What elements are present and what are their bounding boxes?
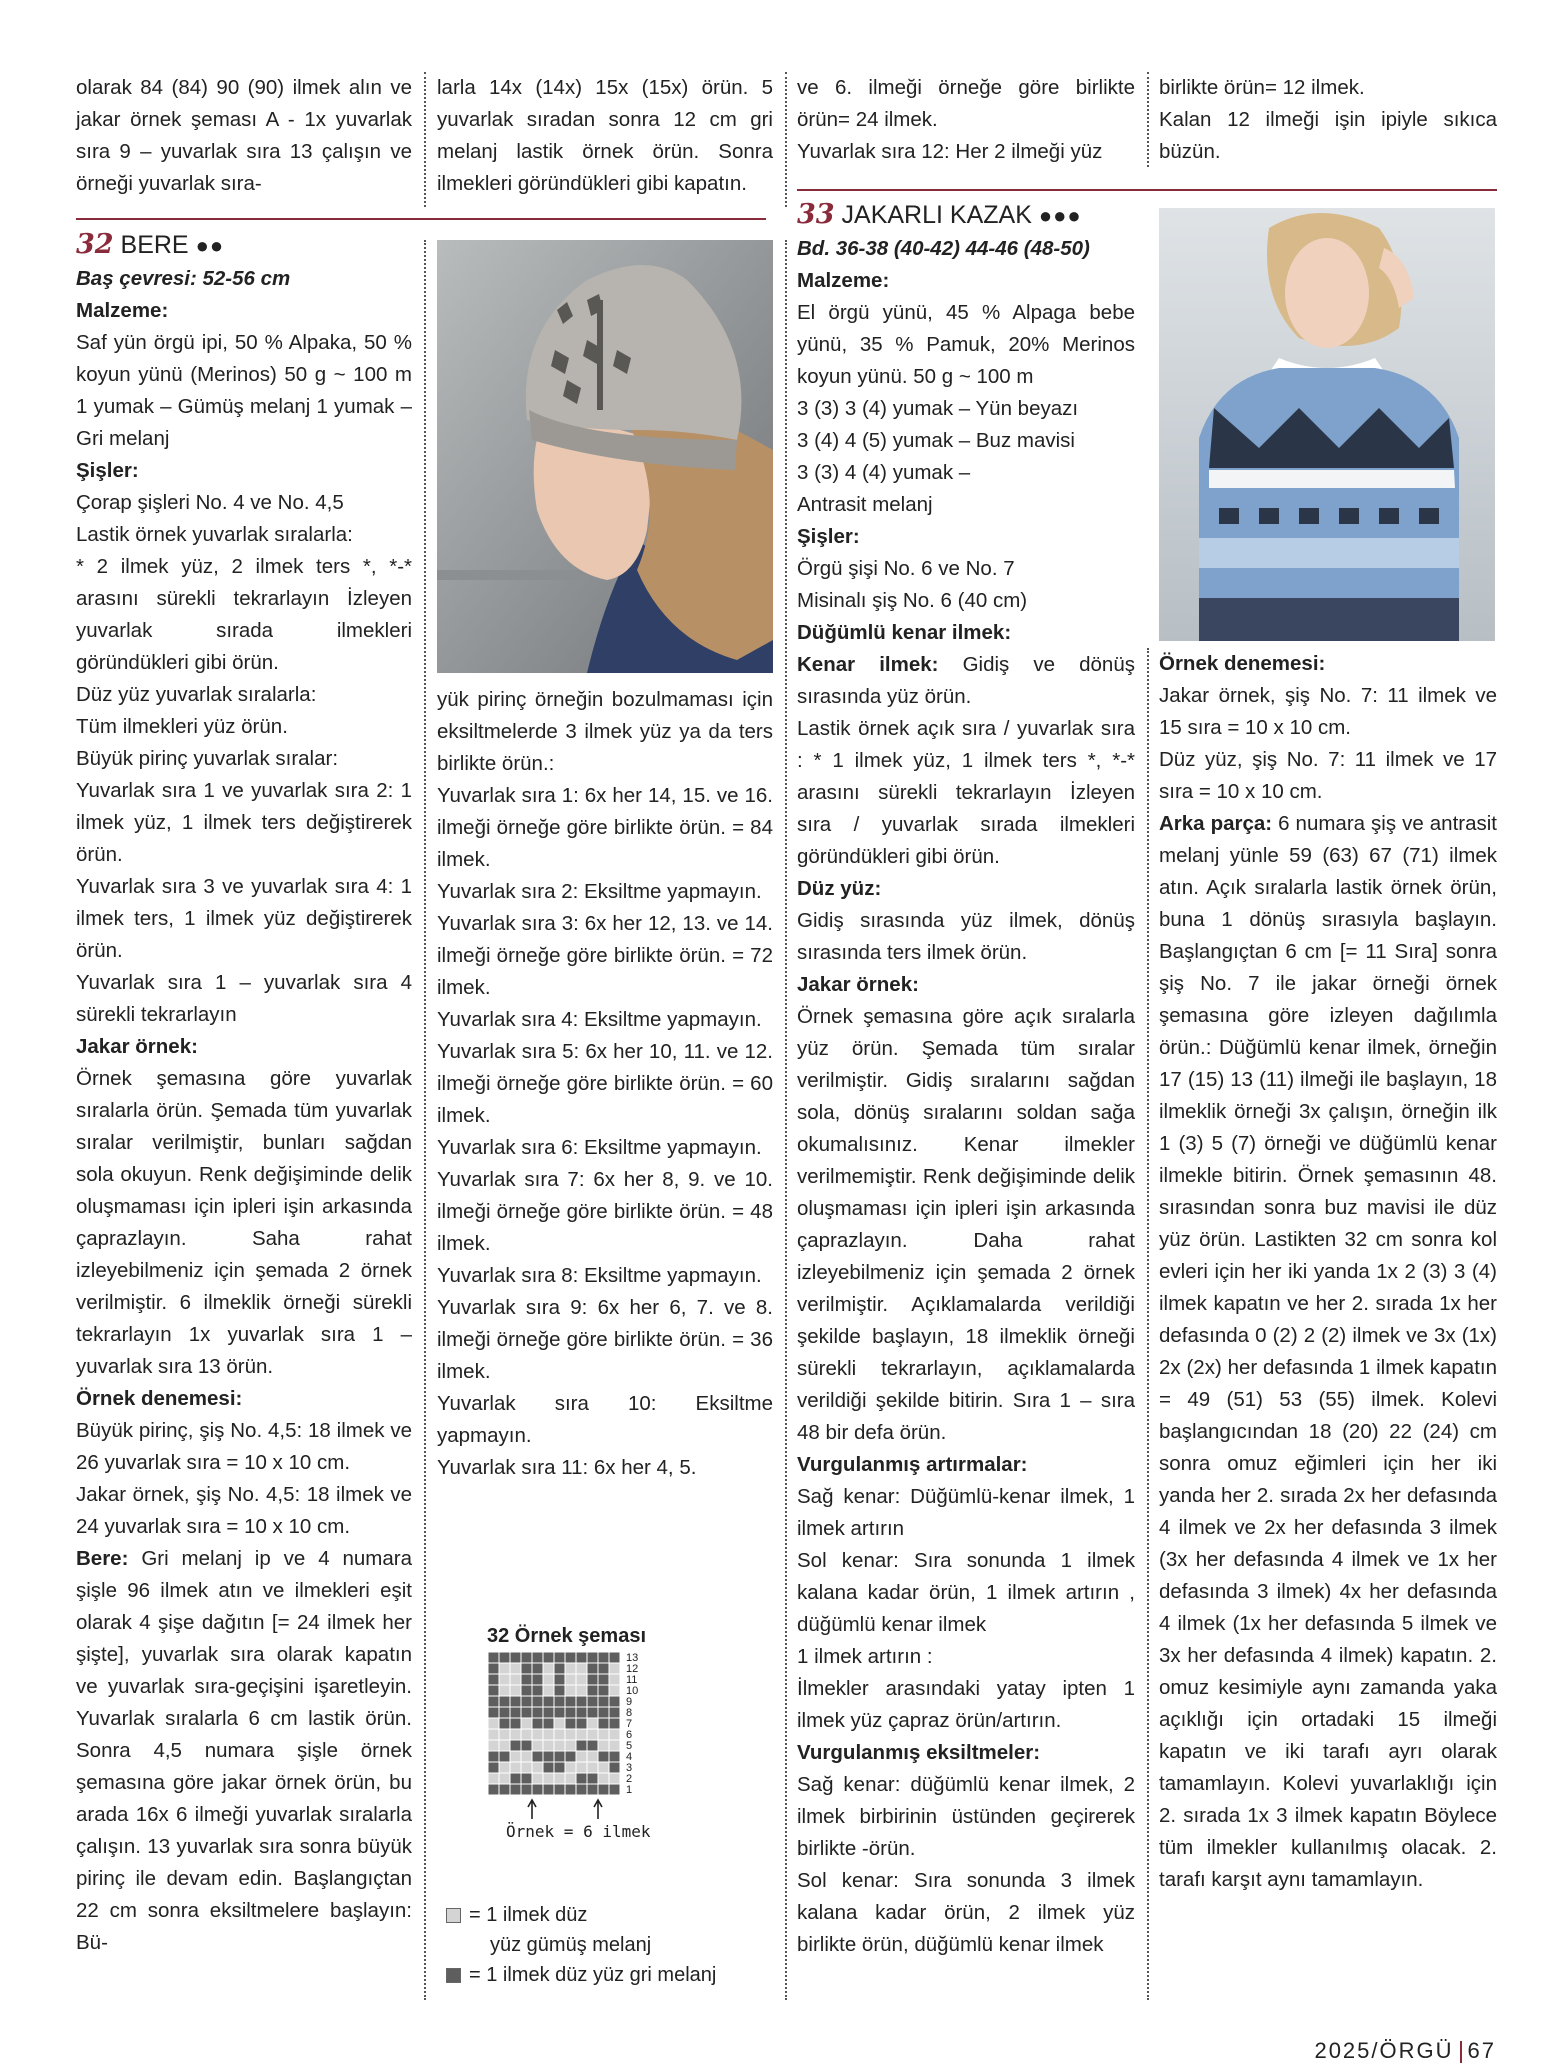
chart-cell xyxy=(499,1674,510,1685)
chart-cell xyxy=(521,1674,532,1685)
legend-light-cont xyxy=(446,1930,716,1960)
legend-dark-text: = 1 ilmek düz yüz gri melanj xyxy=(469,1964,717,1986)
col2-decreases xyxy=(437,684,773,1484)
chart-cell xyxy=(499,1685,510,1696)
chart-row-number: 4 xyxy=(626,1751,633,1763)
chart-cell xyxy=(532,1674,543,1685)
chart-cell xyxy=(488,1751,499,1762)
chart-cell xyxy=(565,1751,576,1762)
chart-cell xyxy=(543,1663,554,1674)
chart-cell xyxy=(598,1652,609,1663)
chart-cell xyxy=(565,1718,576,1729)
chart-cell xyxy=(587,1729,598,1740)
chart-cell xyxy=(554,1674,565,1685)
paragraph: Yuvarlak sıra 3 ve yuvarlak sıra 4: 1 ilmek ters, 1 ilmek yüz değiştirerek örün. xyxy=(76,875,412,962)
chart-cell xyxy=(543,1762,554,1773)
label-jakar: Jakar örnek: xyxy=(797,973,919,996)
chart-row-number: 8 xyxy=(626,1707,633,1719)
chart-cell xyxy=(576,1762,587,1773)
chart-row-number: 3 xyxy=(626,1762,633,1774)
chart-cell xyxy=(499,1652,510,1663)
chart-cell xyxy=(587,1663,598,1674)
paragraph: 3 (3) 4 (4) yumak – xyxy=(797,461,971,484)
chart-cell xyxy=(598,1685,609,1696)
paragraph: ve 6. ilmeği örneğe göre birlikte örün= 24 ilmek. xyxy=(797,76,1135,131)
chart-cell xyxy=(499,1696,510,1707)
page-number: 67 xyxy=(1467,2038,1496,2063)
paragraph: Jakar örnek, şiş No. 4,5: 18 ilmek ve 24 yuvarlak sıra = 10 x 10 cm. xyxy=(76,1483,412,1538)
paragraph: Yuvarlak sıra 12: Her 2 ilmeği yüz xyxy=(797,140,1103,163)
chart-cell xyxy=(609,1751,620,1762)
chart-cell xyxy=(532,1729,543,1740)
chart-cell xyxy=(521,1784,532,1795)
chart-cell xyxy=(609,1762,620,1773)
chart-cell xyxy=(510,1663,521,1674)
chart-cell xyxy=(488,1718,499,1729)
legend-swatch-light xyxy=(446,1908,461,1923)
label-deneme: Örnek denemesi: xyxy=(1159,652,1326,675)
chart-cell xyxy=(510,1773,521,1784)
chart-cell xyxy=(488,1652,499,1663)
magazine-name: 2025/ÖRGÜ xyxy=(1314,2038,1454,2063)
chart-row-number: 10 xyxy=(626,1685,639,1697)
paragraph: Örgü şişi No. 6 ve No. 7 xyxy=(797,557,1015,580)
chart-cell xyxy=(576,1751,587,1762)
section-33 xyxy=(797,198,1135,1961)
paragraph: Antrasit melanj xyxy=(797,493,933,516)
chart-cell xyxy=(609,1707,620,1718)
chart-cell xyxy=(488,1663,499,1674)
chart-cell xyxy=(499,1762,510,1773)
chart-cell xyxy=(554,1652,565,1663)
label-sisler: Şişler: xyxy=(76,459,139,482)
chart-cell xyxy=(565,1707,576,1718)
chart-cell xyxy=(532,1652,543,1663)
column-separator xyxy=(785,72,787,207)
chart-cell xyxy=(598,1751,609,1762)
chart-cell xyxy=(543,1696,554,1707)
paragraph: Yuvarlak sıra 2: Eksiltme yapmayın. xyxy=(437,880,762,903)
hat-photo xyxy=(437,240,773,673)
paragraph: Misinalı şiş No. 6 (40 cm) xyxy=(797,589,1028,612)
chart-legend xyxy=(446,1900,716,1990)
chart-cell xyxy=(499,1729,510,1740)
chart-cell xyxy=(532,1740,543,1751)
paragraph: 3 (4) 4 (5) yumak – Buz mavisi xyxy=(797,429,1075,452)
chart-cell xyxy=(598,1696,609,1707)
legend-light xyxy=(446,1900,716,1930)
paragraph: Yuvarlak sıra 10: Eksiltme yapmayın. xyxy=(437,1392,773,1447)
chart-cell xyxy=(521,1652,532,1663)
paragraph: yük pirinç örneğin bozulmaması için eksiltmelerde 3 ilmek yüz ya da ters birlikte örün.: xyxy=(437,688,773,775)
paragraph: Lastik örnek açık sıra / yuvarlak sıra : * 1 ilmek yüz, 1 ilmek ters *, *-* arasını sürekli tekrarlayın İzleyen sıra / yuvarlak sırada ilmekleri göründükleri gibi örün. xyxy=(797,717,1135,868)
chart-cell xyxy=(521,1685,532,1696)
chart-cell xyxy=(532,1685,543,1696)
paragraph: Sağ kenar: Düğümlü-kenar ilmek, 1 ilmek artırın xyxy=(797,1485,1135,1540)
paragraph xyxy=(76,1543,412,1959)
chart-cell xyxy=(543,1674,554,1685)
chart-cell xyxy=(488,1696,499,1707)
size-line: Bd. 36-38 (40-42) 44-46 (48-50) xyxy=(797,237,1090,260)
chart-cell xyxy=(510,1718,521,1729)
column-separator xyxy=(1147,648,1149,2000)
chart-cell xyxy=(587,1740,598,1751)
chart-row-number: 11 xyxy=(626,1674,638,1686)
chart-cell xyxy=(565,1652,576,1663)
chart-row-number: 6 xyxy=(626,1729,633,1741)
chart-cell xyxy=(554,1729,565,1740)
column-separator xyxy=(424,72,426,207)
difficulty-dots: ●●● xyxy=(1038,203,1082,228)
chart-cell xyxy=(499,1740,510,1751)
chart-cell xyxy=(609,1773,620,1784)
section-number: 33 xyxy=(797,199,835,230)
chart-cell xyxy=(587,1773,598,1784)
paragraph: Yuvarlak sıra 6: Eksiltme yapmayın. xyxy=(437,1136,762,1159)
chart-cell xyxy=(488,1707,499,1718)
chart-cell xyxy=(576,1718,587,1729)
chart-row-number: 9 xyxy=(626,1696,633,1708)
chart-cell xyxy=(587,1751,598,1762)
paragraph: Düz yüz yuvarlak sıralarla: xyxy=(76,683,317,706)
section-divider xyxy=(797,189,1497,191)
chart-cell xyxy=(598,1674,609,1685)
chart-row-number: 5 xyxy=(626,1740,633,1752)
chart-cell xyxy=(510,1762,521,1773)
footer-divider xyxy=(1460,2041,1462,2063)
paragraph: Yuvarlak sıra 1 ve yuvarlak sıra 2: 1 ilmek yüz, 1 ilmek ters değiştirerek örün. xyxy=(76,779,412,866)
column-separator xyxy=(1147,72,1149,167)
chart-cell xyxy=(587,1707,598,1718)
chart-cell xyxy=(554,1773,565,1784)
chart-cell xyxy=(565,1740,576,1751)
chart-cell xyxy=(609,1663,620,1674)
chart-cell xyxy=(488,1740,499,1751)
section-title: BERE xyxy=(120,231,189,259)
chart-cell xyxy=(565,1784,576,1795)
chart-cell xyxy=(543,1751,554,1762)
legend-swatch-dark xyxy=(446,1968,461,1983)
section-divider xyxy=(76,218,766,220)
chart-cell xyxy=(499,1751,510,1762)
difficulty-dots: ●● xyxy=(195,233,225,258)
chart-cell xyxy=(499,1718,510,1729)
paragraph: Tüm ilmekleri yüz örün. xyxy=(76,715,288,738)
chart-row-number: 2 xyxy=(626,1773,633,1785)
chart-cell xyxy=(510,1707,521,1718)
chart-cell xyxy=(576,1729,587,1740)
chart-cell xyxy=(587,1685,598,1696)
paragraph: Sol kenar: Sıra sonunda 1 ilmek kalana kadar örün, 1 ilmek artırın , düğümlü kenar ilmek xyxy=(797,1549,1135,1636)
chart-cell xyxy=(510,1685,521,1696)
chart-cell xyxy=(543,1729,554,1740)
label-arka: Arka parça: xyxy=(1159,812,1273,835)
chart-cell xyxy=(587,1762,598,1773)
chart-cell xyxy=(598,1707,609,1718)
chart-cell xyxy=(510,1696,521,1707)
chart-cell xyxy=(565,1674,576,1685)
chart-title: 32 Örnek şeması xyxy=(487,1625,646,1647)
chart-cell xyxy=(587,1718,598,1729)
chart-cell xyxy=(543,1652,554,1663)
legend-light-line2: yüz gümüş melanj xyxy=(490,1934,652,1956)
chart-cell xyxy=(598,1784,609,1795)
paragraph: Saf yün örgü ipi, 50 % Alpaka, 50 % koyun yünü (Merinos) 50 g ~ 100 m 1 yumak – Gümüş melanj 1 yumak – Gri melanj xyxy=(76,331,412,450)
chart-cell xyxy=(609,1674,620,1685)
chart-cell xyxy=(609,1696,620,1707)
col2-top xyxy=(437,72,773,200)
chart-cell xyxy=(510,1729,521,1740)
chart-cell xyxy=(488,1685,499,1696)
sweater-photo-illustration xyxy=(1159,208,1495,641)
chart-cell xyxy=(532,1696,543,1707)
hat-photo-illustration xyxy=(437,240,773,673)
chart-cell xyxy=(510,1784,521,1795)
paragraph: Sağ kenar: düğümlü kenar ilmek, 2 ilmek birbirinin üstünden geçirerek birlikte -örün. xyxy=(797,1773,1135,1860)
chart-cell xyxy=(598,1729,609,1740)
chart-cell xyxy=(576,1707,587,1718)
paragraph: Jakar örnek, şiş No. 7: 11 ilmek ve 15 sıra = 10 x 10 cm. xyxy=(1159,684,1497,739)
paragraph: Yuvarlak sıra 1 – yuvarlak sıra 4 sürekli tekrarlayın xyxy=(76,971,412,1026)
label-deneme: Örnek denemesi: xyxy=(76,1387,243,1410)
chart-cell xyxy=(587,1696,598,1707)
paragraph: Yuvarlak sıra 11: 6x her 4, 5. xyxy=(437,1456,697,1479)
repeat-arrow xyxy=(528,1800,536,1819)
paragraph: Büyük pirinç yuvarlak sıralar: xyxy=(76,747,339,770)
text: 6 numara şiş ve antrasit melanj yünle 59 (63) 67 (71) ilmek atın. Açık sıralarla lastik örnek örün, buna 1 dönüş sırasıyla başlayın. Başlangıçtan 6 cm [= 11 Sıra] sonra şiş No. 7 ile jakar örneği örnek şemasına göre izleyen dağılımla örün.: Düğümlü kenar ilmek, örneğin 17 (15) 13 (11) ilmeği ile başlayın, 18 ilmeklik örneği 3x çalışın, örneğin ilk 1 (3) 5 (7) örneği ve düğümlü kenar ilmekle bitirin. Örnek şemasının 48. sırasından sonra buz mavisi ile düz yüz örün. Lastikten 32 cm sonra kol evleri için her iki yanda 1x 2 (3) 3 (4) ilmek kapatın ve her 2. sırada 1x her defasında 0 (2) 2 (2) ilmek ve 3x (1x) 2x (2x) her defasında 1 ilmek kapatın = 49 (51) 53 (55) ilmek. Kolevi başlangıcından 18 (20) 22 (24) cm sonra omuz eğimleri için her iki yanda her 2. sırada 2x her defasında 4 ilmek ve 2x her defasında 3 ilmek (3x her defasında 4 ilmek ve 1x her defasında 3 ilmek) 4x her defasında 4 ilmek (1x her defasında 5 ilmek ve 3x her defasında 4 ilmek) kapatın. 2. omuz kesimiyle aynı zamanda yaka açıklığı için ortadaki 15 ilmeği kapatın ve iki tarafı ayrı olarak tamamlayın. Kolevi yuvarlaklığı için 2. sırada 1x 3 ilmek kapatın Böylece tüm ilmekler kullanılmış olacak. 2. tarafı karşıt aynı tamamlayın. xyxy=(1159,812,1497,1891)
section-heading xyxy=(76,228,412,263)
chart-cell xyxy=(609,1729,620,1740)
chart-cell xyxy=(565,1663,576,1674)
chart-cell xyxy=(598,1773,609,1784)
chart-cell xyxy=(521,1762,532,1773)
legend-light-line1: = 1 ilmek düz xyxy=(469,1904,588,1926)
label-malzeme: Malzeme: xyxy=(76,299,169,322)
chart-cell xyxy=(543,1784,554,1795)
chart-cell xyxy=(609,1740,620,1751)
paragraph: Lastik örnek yuvarlak sıralarla: xyxy=(76,523,353,546)
legend-dark xyxy=(446,1960,716,1990)
chart-cell xyxy=(565,1762,576,1773)
chart-cell xyxy=(532,1773,543,1784)
paragraph: Yuvarlak sıra 8: Eksiltme yapmayın. xyxy=(437,1264,762,1287)
chart-cell xyxy=(576,1663,587,1674)
section-number: 32 xyxy=(76,229,114,260)
chart-cell xyxy=(576,1773,587,1784)
chart-cell xyxy=(554,1663,565,1674)
chart-cell xyxy=(565,1773,576,1784)
chart-cell xyxy=(499,1773,510,1784)
label-duz: Düz yüz: xyxy=(797,877,882,900)
label-artirma: Vurgulanmış artırmalar: xyxy=(797,1453,1028,1476)
section-heading xyxy=(797,198,1135,233)
chart-cell xyxy=(521,1773,532,1784)
chart-cell xyxy=(499,1707,510,1718)
chart-cell xyxy=(510,1751,521,1762)
repeat-arrow xyxy=(594,1800,602,1819)
paragraph: Yuvarlak sıra 9: 6x her 6, 7. ve 8. ilmeği örneğe göre birlikte örün. = 36 ilmek. xyxy=(437,1296,773,1383)
chart-cell xyxy=(488,1674,499,1685)
label-dugumlu: Düğümlü kenar ilmek: xyxy=(797,621,1012,644)
text: Gri melanj ip ve 4 numara şişle 96 ilmek atın ve ilmekleri eşit olarak 4 şişe dağıtın [= 24 ilmek her şişte], yuvarlak sıra olarak kapatın ve yuvarlak sıra-geçişini işaretleyin. Yuvarlak sıralarla 6 cm lastik örün. Sonra 4,5 numara şişle örnek şemasına göre jakar örnek örün, bu arada 16x 6 ilmeği yuvarlak sıralarla çalışın. 13 yuvarlak sıra sonra büyük pirinç ile devam edin. Başlangıçtan 22 cm sonra eksiltmelere başlayın: Bü- xyxy=(76,1547,412,1954)
paragraph: El örgü yünü, 45 % Alpaga bebe yünü, 35 % Pamuk, 20% Merinos koyun yünü. 50 g ~ 100 m xyxy=(797,301,1135,388)
label-sisler: Şişler: xyxy=(797,525,860,548)
paragraph: 1 ilmek artırın : xyxy=(797,1645,933,1668)
chart-cell xyxy=(554,1751,565,1762)
paragraph: Sol kenar: Sıra sonunda 3 ilmek kalana kadar örün, 2 ilmek yüz birlikte örün, düğümlü kenar ilmek xyxy=(797,1869,1135,1956)
col4-bottom xyxy=(1159,648,1497,1896)
chart-cell xyxy=(543,1740,554,1751)
repeat-label: Örnek = 6 ilmek xyxy=(506,1822,651,1841)
chart-cell xyxy=(488,1729,499,1740)
chart-cell xyxy=(576,1685,587,1696)
chart-cell xyxy=(554,1718,565,1729)
chart-cell xyxy=(532,1663,543,1674)
paragraph xyxy=(797,649,1135,713)
section-32 xyxy=(76,228,412,1959)
label-eksiltme: Vurgulanmış eksiltmeler: xyxy=(797,1741,1041,1764)
column-separator xyxy=(424,240,426,2000)
chart-cell xyxy=(532,1751,543,1762)
chart-cell xyxy=(532,1707,543,1718)
chart-cell xyxy=(521,1740,532,1751)
text: Gidiş ve dönüş sırasında yüz örün. xyxy=(797,653,1135,708)
chart-cell xyxy=(598,1740,609,1751)
paragraph: Yuvarlak sıra 7: 6x her 8, 9. ve 10. ilmeği örneğe göre birlikte örün. = 48 ilmek. xyxy=(437,1168,773,1255)
size-line: Baş çevresi: 52-56 cm xyxy=(76,267,291,290)
chart-cell xyxy=(554,1696,565,1707)
chart-cell xyxy=(587,1674,598,1685)
chart-cell xyxy=(532,1762,543,1773)
paragraph: Büyük pirinç, şiş No. 4,5: 18 ilmek ve 26 yuvarlak sıra = 10 x 10 cm. xyxy=(76,1419,412,1474)
chart-cell xyxy=(532,1784,543,1795)
paragraph: İlmekler arasındaki yatay ipten 1 ilmek yüz çapraz örün/artırın. xyxy=(797,1677,1135,1732)
chart-cell xyxy=(521,1696,532,1707)
paragraph: larla 14x (14x) 15x (15x) örün. 5 yuvarlak sıradan sonra 12 cm gri melanj lastik örnek örün. Sonra ilmekleri göründükleri gibi kapatın. xyxy=(437,76,773,195)
chart-cell xyxy=(521,1707,532,1718)
chart-cell xyxy=(576,1740,587,1751)
chart-cell xyxy=(521,1663,532,1674)
chart-cell xyxy=(598,1762,609,1773)
paragraph: Yuvarlak sıra 4: Eksiltme yapmayın. xyxy=(437,1008,762,1031)
paragraph: olarak 84 (84) 90 (90) ilmek alın ve jakar örnek şeması A - 1x yuvarlak sıra 9 – yuvarlak sıra 13 çalışın ve örneği yuvarlak sıra- xyxy=(76,76,412,195)
chart-cell xyxy=(488,1773,499,1784)
chart-cell xyxy=(499,1663,510,1674)
page-footer xyxy=(1314,2038,1496,2064)
chart-cell xyxy=(609,1652,620,1663)
chart-row-number: 1 xyxy=(626,1784,633,1796)
column-separator xyxy=(785,240,787,2000)
chart-cell xyxy=(576,1652,587,1663)
chart-cell xyxy=(488,1762,499,1773)
chart-cell xyxy=(576,1784,587,1795)
paragraph: birlikte örün= 12 ilmek. xyxy=(1159,76,1365,99)
chart-cell xyxy=(543,1685,554,1696)
chart-cell xyxy=(521,1718,532,1729)
chart-cell xyxy=(554,1707,565,1718)
section-title: JAKARLI KAZAK xyxy=(841,201,1032,229)
chart-row-number: 7 xyxy=(626,1718,633,1730)
label-bere: Bere: xyxy=(76,1547,129,1570)
chart-cell xyxy=(554,1784,565,1795)
paragraph xyxy=(1159,808,1497,1896)
chart-cell xyxy=(488,1784,499,1795)
paragraph: Çorap şişleri No. 4 ve No. 4,5 xyxy=(76,491,344,514)
paragraph: Düz yüz, şiş No. 7: 11 ilmek ve 17 sıra = 10 x 10 cm. xyxy=(1159,748,1497,803)
chart-cell xyxy=(565,1729,576,1740)
paragraph: * 2 ilmek yüz, 2 ilmek ters *, *-* arasını sürekli tekrarlayın İzleyen yuvarlak sırada ilmekleri göründükleri gibi örün. xyxy=(76,555,412,674)
sweater-photo xyxy=(1159,208,1495,641)
paragraph: Örnek şemasına göre yuvarlak sıralarla örün. Şemada tüm yuvarlak sıralar verilmiştir, bunları sağdan sola okuyun. Renk değişiminde delik oluşmaması için ipleri işin arkasında çaprazlayın. Saha rahat izleyebilmeniz için şemada 2 örnek verilmiştir. 6 ilmeklik örneği sürekli tekrarlayın 1x yuvarlak sıra 1 – yuvarlak sıra 13 örün. xyxy=(76,1067,412,1378)
chart-cell xyxy=(543,1773,554,1784)
paragraph: Yuvarlak sıra 5: 6x her 10, 11. ve 12. ilmeği örneğe göre birlikte örün. = 60 ilmek. xyxy=(437,1040,773,1127)
chart-cell xyxy=(510,1652,521,1663)
chart-cell xyxy=(521,1729,532,1740)
label-jakar: Jakar örnek: xyxy=(76,1035,198,1058)
chart-cell xyxy=(543,1718,554,1729)
chart-cell xyxy=(532,1718,543,1729)
chart-cell xyxy=(598,1663,609,1674)
col1-top xyxy=(76,72,412,200)
chart-cell xyxy=(554,1740,565,1751)
chart-cell xyxy=(576,1696,587,1707)
paragraph: Kalan 12 ilmeği işin ipiyle sıkıca büzün. xyxy=(1159,108,1497,163)
chart-cell xyxy=(609,1718,620,1729)
chart-cell xyxy=(565,1696,576,1707)
label-malzeme: Malzeme: xyxy=(797,269,890,292)
chart-cell xyxy=(510,1674,521,1685)
paragraph: 3 (3) 3 (4) yumak – Yün beyazı xyxy=(797,397,1079,420)
chart-cell xyxy=(510,1740,521,1751)
chart-row-number: 13 xyxy=(626,1652,639,1664)
chart-cell xyxy=(543,1707,554,1718)
chart-cell xyxy=(499,1784,510,1795)
chart-cell xyxy=(554,1762,565,1773)
col3-top xyxy=(797,72,1135,168)
chart-cell xyxy=(521,1751,532,1762)
paragraph: Örnek şemasına göre açık sıralarla yüz örün. Şemada tüm sıralar verilmiştir. Gidiş sıralarını sağdan sola, dönüş sıralarını soldan sağa okumalısınız. Kenar ilmekler verilmemiştir. Renk değişiminde delik oluşmaması için ipleri işin arkasında çaprazlayın. Daha rahat izleyebilmeniz için şemada 2 örnek verilmiştir. Açıklamalarda verildiği şekilde başlayın, 18 ilmeklik örneği sürekli tekrarlayın, açıklamalarda verildiği şekilde bitirin. Sıra 1 – sıra 48 bir defa örün. xyxy=(797,1005,1135,1444)
chart-cell xyxy=(554,1685,565,1696)
col4-top xyxy=(1159,72,1497,168)
chart-cell xyxy=(609,1685,620,1696)
chart-cell xyxy=(576,1674,587,1685)
chart-cell xyxy=(587,1784,598,1795)
paragraph: Yuvarlak sıra 3: 6x her 12, 13. ve 14. ilmeği örneğe göre birlikte örün. = 72 ilmek. xyxy=(437,912,773,999)
knitting-chart xyxy=(478,1648,738,1900)
chart-cell xyxy=(565,1685,576,1696)
chart-cell xyxy=(609,1784,620,1795)
chart-cell xyxy=(598,1718,609,1729)
paragraph: Yuvarlak sıra 1: 6x her 14, 15. ve 16. ilmeği örneğe göre birlikte örün. = 84 ilmek. xyxy=(437,784,773,871)
chart-row-number: 12 xyxy=(626,1663,639,1675)
label-kenar: Kenar ilmek: xyxy=(797,653,939,676)
paragraph: Gidiş sırasında yüz ilmek, dönüş sırasında ters ilmek örün. xyxy=(797,909,1135,964)
chart-cell xyxy=(587,1652,598,1663)
